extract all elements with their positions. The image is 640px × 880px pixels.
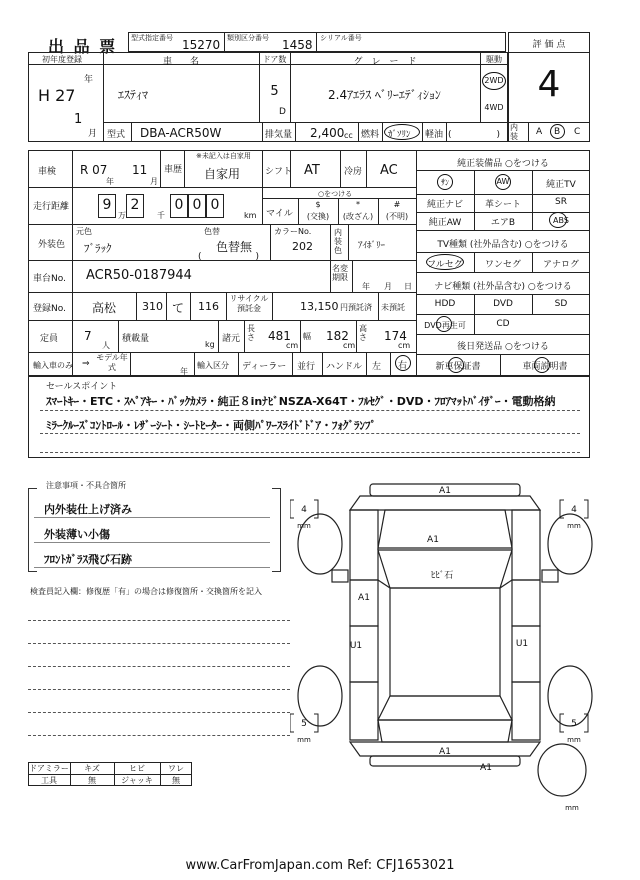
- notes-label: 注意事項・不具合箇所: [46, 481, 126, 490]
- unknown-label: (不明): [385, 212, 409, 221]
- type-no-label: 型式指定番号: [131, 34, 173, 42]
- tread-rl-unit: mm: [297, 736, 311, 744]
- plate-area: 高松: [92, 301, 117, 315]
- mileage-unit: km: [244, 211, 257, 220]
- name-change-year: 年: [362, 282, 370, 291]
- recycle-fee: 13,150: [300, 300, 339, 313]
- sales-line-1: ｽﾏｰﾄｷｰ・ETC・ｽﾍﾟｱｷｰ・ﾊﾞｯｸｶﾒﾗ・純正８inﾅﾋﾞNSZA-X64T・ﾌﾙｾｸﾞ・DVD・ﾌﾛｱﾏｯﾄﾊﾞｲｻﾞｰ・電動格納: [46, 395, 556, 408]
- equip-sr: SR: [555, 197, 567, 207]
- tv-title: TV種類 (社外品含む) ○をつける: [437, 240, 569, 250]
- mileage-man: 万: [118, 211, 126, 220]
- usage-label: 車歴: [164, 165, 183, 175]
- inspector-label: 検査員記入欄：修復歴「有」の場合は修復箇所・交換箇所を記入: [30, 587, 262, 596]
- inspection-label: 車検: [38, 167, 57, 177]
- fuel: ｶﾞｿﾘﾝ: [388, 130, 411, 140]
- category-label: 類別区分番号: [227, 34, 269, 42]
- equip-tv: 純正TV: [546, 180, 576, 190]
- name-change-label: 名変期限: [332, 264, 348, 282]
- tread-spare-unit: mm: [565, 804, 579, 810]
- navi-cd: CD: [496, 319, 510, 329]
- name-change-month: 月: [384, 282, 392, 291]
- exchange-label: (交換): [306, 212, 330, 221]
- load-label: 積載量: [122, 334, 150, 344]
- tread-rr-unit: mm: [567, 736, 581, 744]
- legend-jack-value: 無: [172, 776, 180, 785]
- car-diagram: [290, 470, 600, 810]
- car-name: ｴｽﾃｨﾏ: [118, 88, 149, 102]
- first-reg-month-unit: 月: [88, 129, 98, 139]
- handle-label: ハンドル: [326, 362, 363, 372]
- type-no: 15270: [182, 38, 221, 52]
- mileage-label: 走行距離: [33, 202, 70, 212]
- mark-left-front-door: A1: [358, 593, 370, 603]
- category-no: 1458: [282, 38, 313, 52]
- tamper-mark: *: [356, 200, 360, 209]
- note-2: 外装薄い小傷: [44, 528, 110, 541]
- navi-sd: SD: [554, 299, 568, 309]
- tread-fr-unit: mm: [567, 522, 581, 530]
- recycle-status: 円預託済: [340, 303, 372, 312]
- equip-leather: 革シート: [484, 200, 521, 210]
- equip-genuine-aw: 純正AW: [428, 218, 462, 228]
- tread-rl: 5: [301, 719, 307, 729]
- legend-tools-value: 無: [88, 776, 96, 785]
- light-oil-label: 軽油: [425, 130, 444, 140]
- light-oil-paren: ( ): [448, 130, 501, 140]
- color-name-label: 色替: [204, 227, 220, 236]
- plate-kana: て: [172, 301, 185, 315]
- score-label: 評 価 点: [532, 40, 566, 50]
- grade-label: グ レ ー ド: [353, 57, 417, 67]
- inspection-year-unit: 年: [106, 177, 114, 186]
- model-year-label: モデル年式: [96, 353, 128, 372]
- interior-label: 内装: [510, 123, 518, 141]
- original-color-label: 元色: [76, 227, 92, 236]
- first-reg-year-unit: 年: [84, 75, 94, 85]
- serial-label: シリアル番号: [320, 34, 362, 42]
- plate-class: 310: [142, 300, 163, 313]
- equip-navi: 純正ナビ: [426, 200, 463, 210]
- doors: 5: [270, 84, 279, 99]
- legend-jack: ジャッキ: [121, 776, 153, 785]
- navi-hdd: HDD: [434, 299, 456, 309]
- load-unit: kg: [205, 340, 215, 349]
- exchange-mark: $: [315, 200, 321, 209]
- navi-title: ナビ種類 (社外品含む) ○をつける: [434, 282, 572, 292]
- shift-label: シフト: [265, 167, 293, 177]
- footer-watermark: www.CarFromJapan.com Ref: CFJ1653021: [185, 858, 455, 873]
- mileage-digit-5: 0: [210, 197, 220, 213]
- height: 174: [384, 329, 407, 343]
- usage: 自家用: [204, 167, 241, 181]
- displacement: 2,400: [310, 126, 345, 140]
- shift: AT: [304, 163, 320, 178]
- tv-fullseg: フルセグ: [427, 260, 463, 270]
- width-unit: cm: [343, 341, 356, 350]
- capacity: 7: [84, 329, 92, 343]
- inspection-month: 11: [132, 163, 148, 177]
- repaint: 色替無: [216, 240, 253, 254]
- first-reg-month: 1: [74, 112, 83, 127]
- equipment-title: 純正装備品 ○をつける: [457, 159, 549, 169]
- dims-label: 諸元: [222, 334, 241, 344]
- docs-manual: 車両説明書: [522, 362, 568, 372]
- mark-rear-bumper-2: A1: [480, 763, 492, 773]
- original-color: ﾌﾞﾗｯｸ: [84, 242, 112, 255]
- mark-right-rear-door: U1: [515, 639, 529, 649]
- tv-analog: アナログ: [542, 260, 579, 270]
- recycle-unpaid: 未預託: [381, 303, 405, 312]
- model: DBA-ACR50W: [140, 126, 222, 140]
- mileage-digit-4: 0: [192, 197, 202, 213]
- sales-line-2: ﾐﾗｰｸﾙｰｽﾞｺﾝﾄﾛｰﾙ・ﾚｻﾞｰｼｰﾄ・ｼｰﾄﾋｰﾀｰ・両側ﾊﾟﾜｰｽﾗｲﾄﾞﾄﾞｱ・ﾌｫｸﾞﾗﾝﾌﾟ: [46, 419, 376, 432]
- equip-airbag: エアB: [490, 218, 516, 228]
- displacement-label: 排気量: [265, 130, 293, 140]
- interior-grade-c: C: [574, 127, 581, 137]
- first-reg-label: 初年度登録: [42, 55, 82, 64]
- color-no: 202: [292, 240, 313, 253]
- navi-dvd: DVD: [493, 299, 513, 309]
- recycle-label: リサイクル預託金: [229, 294, 269, 313]
- grade: 2.4ｱｴﾗｽ ﾍﾞﾘｰｴﾃﾞｨｼｮﾝ: [328, 88, 441, 102]
- unknown-mark: #: [393, 200, 401, 209]
- mileage-digit-3: 0: [174, 197, 184, 213]
- interior-grade-a: A: [536, 127, 543, 137]
- legend-tools: 工具: [41, 776, 57, 785]
- tread-fr: 4: [571, 505, 577, 515]
- equip-aw: AW: [496, 177, 510, 186]
- mark-front-bumper: A1: [439, 486, 451, 496]
- length-label: 長さ: [247, 324, 255, 342]
- color-no-label: カラーNo.: [274, 227, 312, 236]
- mark-rear-bumper: A1: [439, 747, 451, 757]
- navi-dvd-play: DVD再生可: [424, 321, 466, 330]
- score-value: 4: [537, 64, 561, 105]
- tamper-label: (改ざん): [342, 212, 374, 221]
- docs-warranty: 新車保証書: [435, 362, 481, 372]
- car-name-label: 車 名: [162, 57, 199, 67]
- vin: ACR50-0187944: [86, 268, 192, 283]
- import-type-label: 輸入区分: [197, 361, 229, 370]
- ac: AC: [380, 163, 398, 178]
- inspection-month-unit: 月: [150, 177, 158, 186]
- interior-color: ｱｲﾎﾞﾘｰ: [358, 241, 386, 251]
- mark-hood: A1: [427, 535, 439, 545]
- plate-no: 116: [198, 300, 219, 313]
- parallel: 並行: [297, 362, 316, 372]
- handle-left: 左: [372, 362, 382, 372]
- doors-label: ドア数: [262, 55, 287, 64]
- height-unit: cm: [398, 341, 411, 350]
- ac-label: 冷房: [344, 167, 363, 177]
- model-year-unit: 年: [180, 367, 188, 376]
- tread-fl: 4: [301, 505, 307, 515]
- repaint-paren: ( ): [198, 252, 260, 262]
- tread-rr: 5: [571, 719, 577, 729]
- interior-color-label: 内装色: [334, 228, 342, 255]
- note-1: 内外装仕上げ済み: [44, 503, 132, 516]
- mileage-digit-2: 2: [130, 197, 140, 213]
- inspection-era: R 07: [80, 163, 108, 177]
- first-reg-era: H 27: [38, 86, 76, 105]
- mile-label: マイル: [266, 209, 293, 219]
- length: 481: [268, 329, 291, 343]
- docs-title: 後日発送品 ○をつける: [457, 342, 549, 352]
- mileage-mark-note: ○をつける: [318, 190, 353, 198]
- drive-label: 駆動: [486, 55, 502, 64]
- drive-2wd: 2WD: [484, 76, 504, 85]
- mileage-digit-1: 9: [102, 197, 112, 213]
- length-unit: cm: [286, 341, 299, 350]
- color-label: 外装色: [38, 240, 66, 250]
- import-label: 輸入車のみ: [33, 361, 73, 370]
- drive-4wd: 4WD: [484, 103, 504, 112]
- height-label: 高さ: [359, 324, 367, 342]
- legend-break: ワレ: [168, 764, 184, 773]
- sheet-title: 出 品 票: [48, 37, 118, 56]
- dealer: ディーラー: [242, 362, 287, 372]
- capacity-unit: 人: [102, 341, 110, 350]
- door-suffix: D: [279, 107, 286, 117]
- width-label: 幅: [303, 332, 311, 341]
- import-arrow: ⇒: [82, 359, 90, 369]
- vin-label: 車台No.: [33, 274, 66, 284]
- sales-label: セールスポイント: [46, 382, 118, 392]
- legend-crack: ヒビ: [129, 764, 145, 773]
- name-change-day: 日: [404, 282, 412, 291]
- mileage-sen: 千: [157, 211, 165, 220]
- displacement-unit: cc: [344, 131, 353, 140]
- width: 182: [326, 329, 349, 343]
- equip-sunroof: ｻﾝ: [441, 178, 449, 187]
- handle-right: 右: [398, 361, 408, 371]
- mark-left-rear-door: U1: [349, 641, 363, 651]
- model-label: 型式: [107, 130, 126, 140]
- mark-windshield: ﾋﾋﾞ石: [430, 571, 454, 581]
- usage-note: ※未記入は自家用: [196, 152, 251, 160]
- capacity-label: 定員: [40, 334, 59, 344]
- tv-oneseg: ワンセグ: [484, 260, 521, 270]
- interior-grade-b: B: [554, 127, 561, 137]
- equip-abs: ABS: [553, 216, 569, 225]
- tread-fl-unit: mm: [297, 522, 311, 530]
- plate-label: 登録No.: [33, 304, 66, 314]
- legend-door-mirror: ドアミラー: [29, 764, 69, 773]
- fuel-label: 燃料: [361, 130, 380, 140]
- note-3: ﾌﾛﾝﾄｶﾞﾗｽ飛び石跡: [44, 553, 132, 566]
- legend-scratch: キズ: [84, 764, 100, 773]
